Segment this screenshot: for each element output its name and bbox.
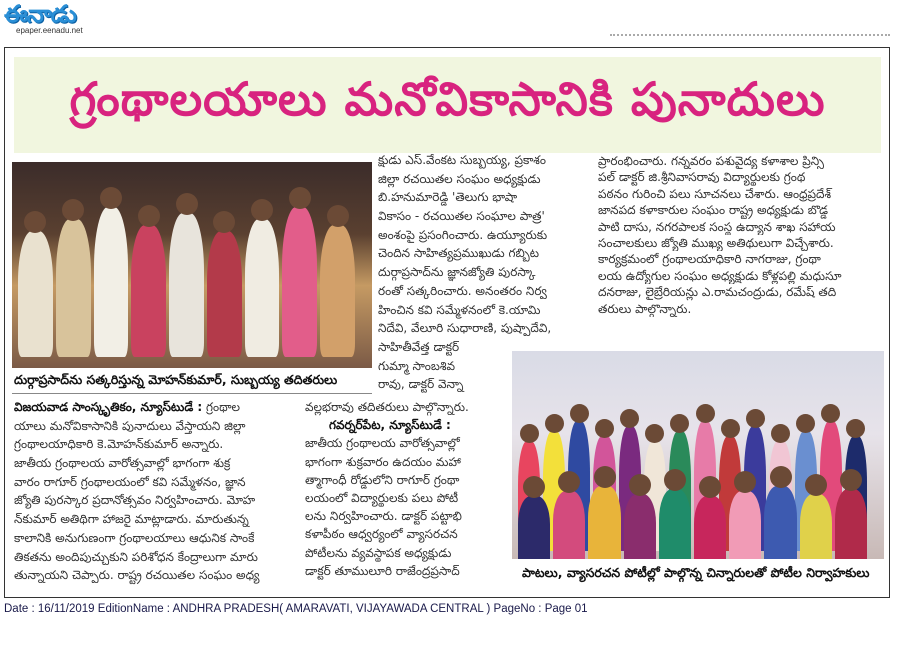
text-line: పోటీలను వ్యవస్థాపక అధ్యక్షుడు (305, 545, 452, 560)
headline-band (14, 57, 881, 153)
person-figure (282, 207, 317, 357)
footer-edition-info: Date : 16/11/2019 EditionName : ANDHRA PRADESH( AMARAVATI, VIJAYAWADA CENTRAL ) PageNo : Page 01 (4, 603, 588, 615)
text-line: యాలు మనోవికాసానికి పునాదులు వేస్తాయని జిల్లా (14, 418, 246, 433)
text-line: వారం రాగూర్ గ్రంథాలయంలో కవి సమ్మేళనం, జ్ఞాన (14, 474, 246, 489)
person-figure (553, 491, 585, 559)
column-3 (598, 153, 886, 317)
person-head (595, 419, 614, 438)
text-line: సంచాలకులు జ్యోతి ముఖ్య అతిథులుగా విచ్చేశారు. (598, 235, 834, 250)
photo-felicitation (12, 162, 372, 368)
text-line: త్మాగాంధీ రోడ్డులోని రాగూర్ గ్రంథా (305, 472, 460, 487)
text-line: లయ ఉద్యోగుల సంఘం అధ్యక్షుడు కోళ్లపల్లి మధుసూ (598, 268, 842, 283)
person-head (100, 187, 122, 209)
logo-site-url: epaper.eenadu.net (16, 26, 83, 35)
person-figure (659, 489, 691, 560)
text-line: బి.హనుమారెడ్డి 'తెలుగు భాషా (378, 190, 518, 205)
text-line: న్‌కుమార్ అతిథిగా హాజరై మాట్లాడారు. మారుతున్న (14, 512, 249, 527)
person-figure (94, 207, 129, 357)
text-line: దనరాజు, లైబ్రేరియన్లు ఎ.రామచంద్రుడు, రమేష్ తది (598, 285, 837, 300)
person-head (594, 466, 616, 488)
person-head (796, 414, 815, 433)
text-line: వికాసం - రచయితల సంఘాల పాత్ర' (378, 209, 545, 224)
person-figure (131, 225, 166, 357)
person-figure (729, 491, 761, 559)
text-line: తికతను అందిపుచ్చుకుని పరిశోధన కేంద్రాలుగా మారు (14, 549, 258, 564)
person-figure (624, 494, 656, 560)
text-line: లయంలో విద్యార్థులకు పలు పోటీ (305, 490, 459, 505)
text-line: నిదేవి, వేలూరి సుధారాణి, పుష్పాదేవి, (378, 321, 552, 336)
person-head (721, 419, 740, 438)
text-line: జిల్లా రచయితల సంఘం అధ్యక్షుడు (378, 171, 541, 186)
person-head (629, 474, 651, 496)
person-head (664, 469, 686, 491)
text-line: ప్రారంభించారు. గన్నవరం పశువైద్య కళాశాల ప్రిన్సి (598, 154, 825, 168)
person-head (645, 424, 664, 443)
column-2-bottom (305, 398, 510, 580)
person-head (176, 193, 198, 215)
column-1-first-line (14, 398, 300, 417)
person-figure (245, 219, 280, 357)
photo2-caption: పాటలు, వ్యాసరచన పోటీల్లో పాల్గొన్న చిన్నారులతో పోటీల నిర్వాహకులు (522, 565, 870, 580)
text-line: క్షుడు ఎస్.వేంకట సుబ్బయ్య, ప్రకాశం (378, 153, 546, 167)
eenadu-logo[interactable] (4, 2, 94, 36)
person-figure (320, 225, 355, 357)
text-line: జాతీయ గ్రంథాలయ వారోత్సవాల్లో (305, 436, 460, 451)
person-head (545, 414, 564, 433)
person-figure (169, 213, 204, 357)
text-line: జ్యోతి పురస్కార ప్రదానోత్సవం నిర్వహించారు. మోహ (14, 493, 256, 508)
text-line: పల్ డాక్టర్ జి.శ్రీనివాసరావు విద్యార్థులకు గ్రంథ (598, 170, 806, 185)
person-figure (588, 486, 620, 559)
text-line: అంశంపై ప్రసంగించారు. ఉయ్యూరుకు (378, 227, 548, 242)
person-head (570, 404, 589, 423)
text-line: డాక్టర్ తూములూరి రాజేంద్రప్రసాద్ (305, 563, 460, 578)
text-line: చెందిన సాహిత్యప్రముఖుడు గబ్బిట (378, 246, 540, 261)
person-figure (207, 231, 242, 357)
person-figure (835, 489, 867, 560)
person-figure (694, 496, 726, 559)
person-head (24, 211, 46, 233)
caption-divider (12, 393, 372, 394)
person-head (770, 466, 792, 488)
person-head (213, 211, 235, 233)
person-head (771, 424, 790, 443)
person-figure (518, 496, 550, 559)
person-head (846, 419, 865, 438)
text-line: రంతో సత్కరించారు. అనంతరం నిర్వ (378, 283, 547, 298)
person-head (840, 469, 862, 491)
person-head (620, 409, 639, 428)
person-head (670, 414, 689, 433)
person-head (289, 187, 311, 209)
text-run: గ్రంథాల (202, 400, 241, 414)
photo1-caption: దుర్గాప్రసాద్‌ను సత్కరిస్తున్న మోహన్‌కుమార్, సుబ్బయ్య తదితరులు (14, 372, 338, 387)
text-line: దుర్గాప్రసాద్‌ను జ్ఞానజ్యోతి పురస్కా (378, 265, 536, 280)
person-figure (18, 231, 53, 357)
text-line: భాగంగా శుక్రవారం ఉదయం మహా (305, 454, 461, 469)
text-line: రావు, డాక్టర్ వెన్నా (378, 377, 464, 392)
text-line: కళాపీఠం ఆధ్వర్యంలో వ్యాసరచన (305, 527, 458, 542)
dateline: గవర్నర్‌పేట, న్యూస్‌టుడే : (329, 418, 451, 433)
person-head (62, 199, 84, 221)
text-line: జాతీయ గ్రంథాలయ వారోత్సవాల్లో భాగంగా శుక్ర (14, 456, 231, 471)
person-head (746, 409, 765, 428)
person-head (520, 424, 539, 443)
person-head (696, 404, 715, 423)
text-line: పఠనం గురించి పలు సూచనలు చేశారు. ఆంధ్రప్రదేశ్ (598, 186, 832, 201)
person-head (699, 476, 721, 498)
text-line: పాటి దాసు, నగరపాలక సంస్థ ఉద్యాన శాఖ సహాయ (598, 219, 836, 234)
text-line: తరులు పాల్గొన్నారు. (598, 301, 692, 316)
person-head (805, 474, 827, 496)
person-head (821, 404, 840, 423)
person-figure (56, 219, 91, 357)
text-line: హించిన కవి సమ్మేళనంలో కె.యామి (378, 302, 541, 317)
dateline: విజయవాడ సాంస్కృతికం, న్యూస్‌టుడే : (14, 400, 203, 414)
text-line: లను నిర్వహించారు. డాక్టర్ పట్టాభి (305, 509, 462, 524)
faded-header-text (610, 34, 890, 42)
person-head (327, 205, 349, 227)
photo-children-competition (512, 351, 884, 559)
person-head (138, 205, 160, 227)
column-1 (14, 398, 300, 585)
text-line: గ్రంథాలయాధికారి కె.మోహన్‌కుమార్ అన్నారు. (14, 437, 224, 452)
person-head (523, 476, 545, 498)
text-line: వల్లభరావు తదితరులు పాల్గొన్నారు. (305, 400, 469, 414)
text-line: కాలానికి అనుగుణంగా గ్రంథాలయాలు ఆధునిక సాంకే (14, 530, 255, 545)
text-line: కార్యక్రమంలో గ్రంథాలయాధికారి నాగరాజు, గ్రంథా (598, 252, 821, 267)
person-head (251, 199, 273, 221)
person-figure (800, 494, 832, 560)
person-figure (764, 486, 796, 559)
logo-wordmark: ఈనాడు (4, 0, 76, 28)
text-line: జానపద కళాకారుల సంఘం రాష్ట్ర అధ్యక్షుడు బొడ్డ (598, 203, 828, 218)
text-line: సాహితీవేత్త డాక్టర్ (378, 339, 460, 354)
text-line: తున్నాయని చెప్పారు. రాష్ట్ర రచయితల సంఘం అధ్య (14, 568, 260, 583)
headline: గ్రంథాలయాలు మనోవికాసానికి పునాదులు (69, 72, 826, 126)
text-line: గుమ్మా సాంబశివ (378, 358, 456, 373)
